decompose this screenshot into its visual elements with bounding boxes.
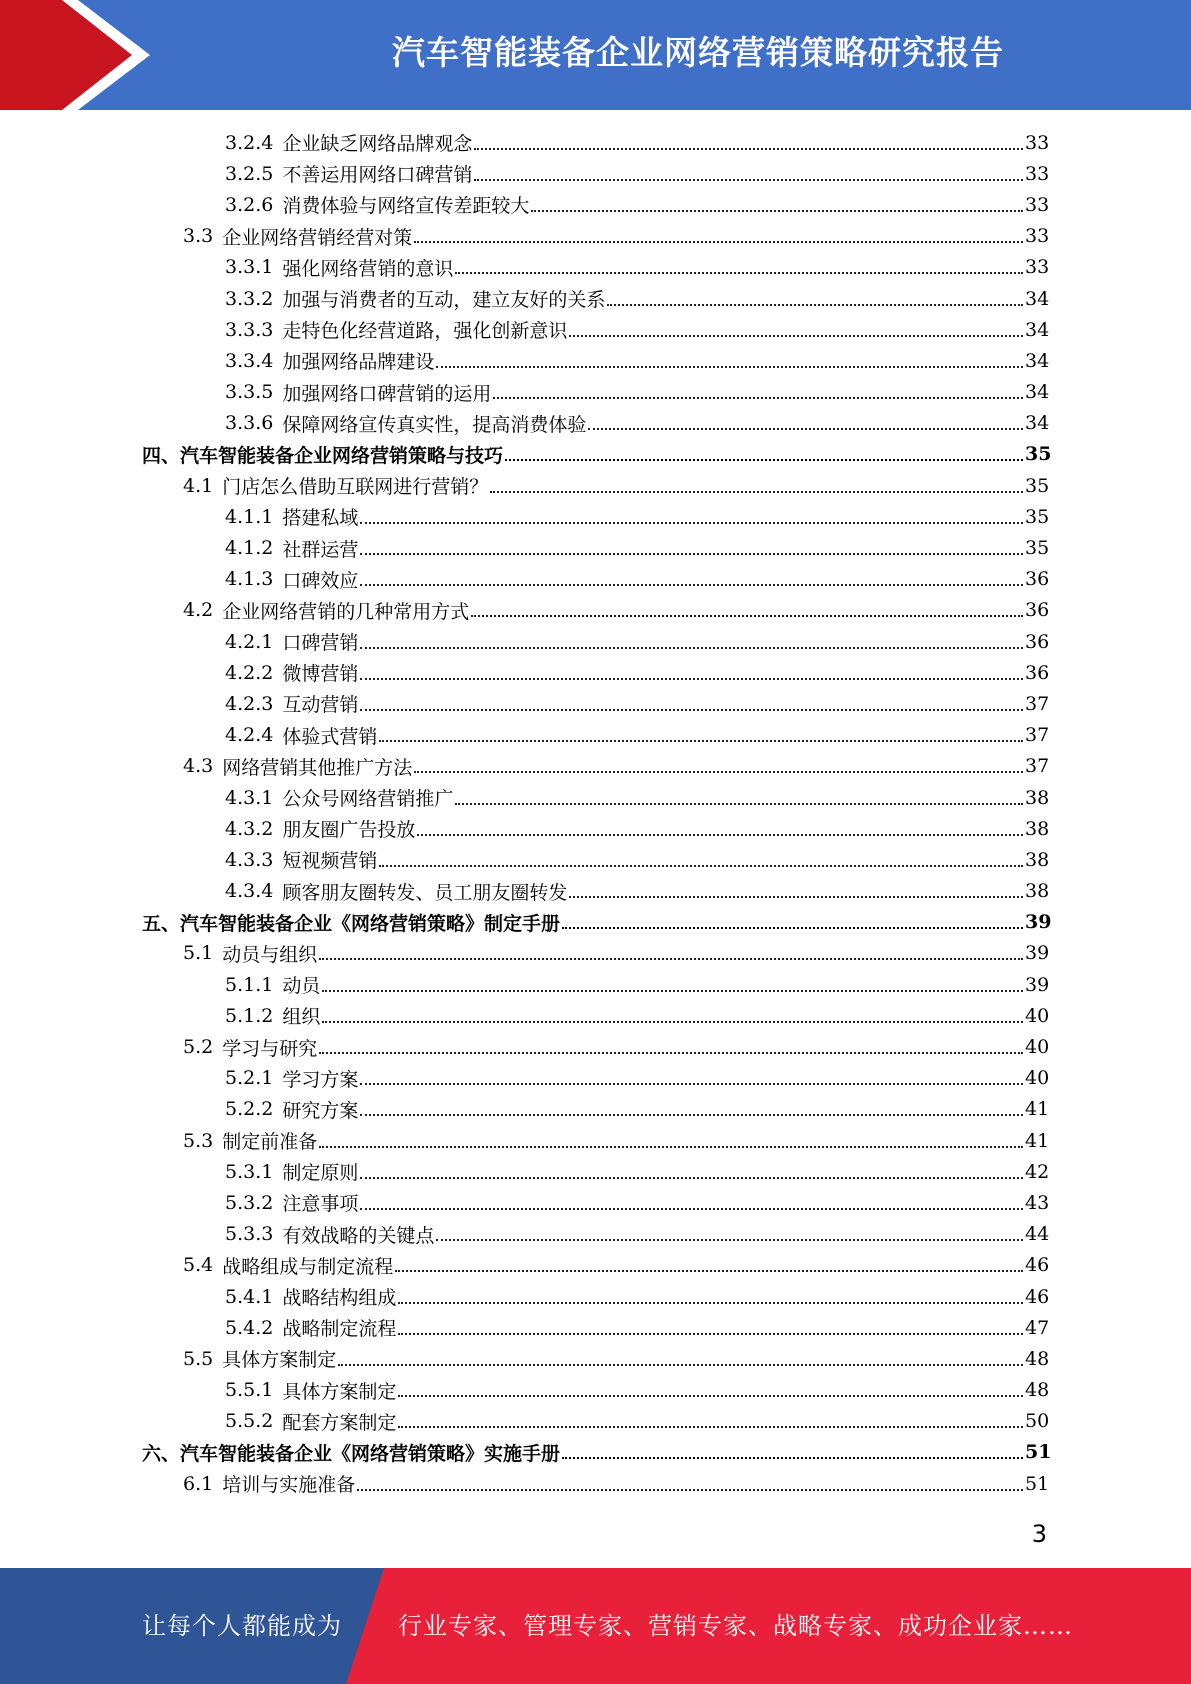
toc-entry-title: 社群运营: [282, 538, 359, 561]
toc-entry-page: 40: [1025, 1067, 1050, 1090]
toc-entry-title: 汽车智能装备企业《网络营销策略》制定手册: [180, 912, 561, 935]
toc-entry-title: 汽车智能装备企业《网络营销策略》实施手册: [180, 1442, 561, 1465]
toc-entry-number: 4.1: [183, 474, 214, 497]
toc-entry[interactable]: [0, 720, 1191, 751]
red-arrow-decoration: [0, 0, 160, 110]
toc-entry-page: 42: [1025, 1160, 1050, 1183]
toc-entry-number: 4.3.1: [225, 786, 274, 809]
toc-entry-page: 34: [1025, 412, 1050, 435]
toc-dot-leader: [455, 803, 1023, 805]
toc-entry-page: 36: [1025, 661, 1050, 684]
header-banner: [0, 0, 1191, 110]
toc-entry-number: 4.2.1: [225, 630, 274, 653]
toc-entry-title: 互动营销: [282, 694, 359, 717]
toc-dot-leader: [322, 990, 1023, 992]
toc-entry-number: 3.3.4: [225, 349, 274, 372]
toc-entry-page: 33: [1025, 256, 1050, 279]
toc-dot-leader: [360, 1083, 1023, 1085]
toc-entry[interactable]: [0, 1063, 1191, 1094]
toc-entry[interactable]: [0, 1343, 1191, 1374]
toc-entry[interactable]: [0, 221, 1191, 252]
toc-entry[interactable]: [0, 1312, 1191, 1343]
toc-entry-page: 35: [1025, 443, 1052, 466]
toc-entry-number: 4.3.3: [225, 848, 274, 871]
toc-entry[interactable]: [0, 1468, 1191, 1499]
toc-entry[interactable]: [0, 1375, 1191, 1406]
toc-entry-page: 48: [1025, 1379, 1050, 1402]
toc-entry[interactable]: [0, 127, 1191, 158]
toc-dot-leader: [398, 1333, 1023, 1335]
toc-entry[interactable]: [0, 657, 1191, 688]
toc-entry-page: 39: [1025, 973, 1050, 996]
footer-banner: [0, 1568, 1191, 1684]
toc-entry-number: 5.3: [183, 1129, 214, 1152]
toc-dot-leader: [569, 335, 1023, 337]
toc-entry-title: 制定原则: [282, 1162, 359, 1185]
page-number: 3: [1031, 1520, 1047, 1548]
toc-dot-leader: [360, 1114, 1023, 1116]
toc-entry[interactable]: [0, 1000, 1191, 1031]
toc-entry-number: 5.3.2: [225, 1191, 274, 1214]
toc-entry-page: 39: [1025, 911, 1052, 934]
toc-entry-page: 33: [1025, 162, 1050, 185]
toc-entry[interactable]: [0, 844, 1191, 875]
toc-entry-title: 加强网络品牌建设: [282, 351, 435, 374]
toc-entry-number: 5.5.1: [225, 1379, 274, 1402]
toc-dot-leader: [395, 1270, 1023, 1272]
toc-entry-page: 37: [1025, 755, 1050, 778]
toc-entry-number: 4.1.3: [225, 568, 274, 591]
toc-entry-page: 36: [1025, 630, 1050, 653]
toc-entry-title: 企业网络营销经营对策: [222, 226, 413, 249]
toc-entry-title: 研究方案: [282, 1099, 359, 1122]
toc-entry[interactable]: [0, 1437, 1191, 1468]
toc-entry-number: 4.3.2: [225, 817, 274, 840]
toc-entry-title: 战略制定流程: [282, 1318, 397, 1341]
toc-dot-leader: [562, 1457, 1023, 1459]
footer-slogan: 让每个人都能成为: [142, 1612, 342, 1640]
toc-entry-number: 六、: [142, 1442, 181, 1465]
toc-dot-leader: [338, 1364, 1023, 1366]
toc-entry[interactable]: [0, 1156, 1191, 1187]
toc-entry-title: 体验式营销: [282, 725, 378, 748]
toc-entry-page: 38: [1025, 817, 1050, 840]
toc-entry-page: 44: [1025, 1223, 1050, 1246]
toc-entry-page: 37: [1025, 724, 1050, 747]
toc-entry-number: 五、: [142, 912, 181, 935]
toc-entry-number: 4.3: [183, 755, 214, 778]
toc-entry-title: 加强网络口碑营销的运用: [282, 382, 492, 405]
toc-dot-leader: [562, 927, 1023, 929]
toc-entry-number: 5.2.2: [225, 1098, 274, 1121]
toc-dot-leader: [360, 647, 1023, 649]
table-of-contents: [0, 127, 1191, 1499]
toc-entry-title: 口碑营销: [282, 632, 359, 655]
toc-dot-leader: [357, 1489, 1023, 1491]
toc-entry-title: 具体方案制定: [282, 1380, 397, 1403]
toc-entry-title: 微博营销: [282, 663, 359, 686]
toc-entry[interactable]: [0, 1219, 1191, 1250]
toc-entry-page: 34: [1025, 318, 1050, 341]
toc-entry-number: 3.3.5: [225, 381, 274, 404]
toc-dot-leader: [360, 1208, 1023, 1210]
toc-entry[interactable]: [0, 470, 1191, 501]
toc-entry-number: 6.1: [183, 1472, 214, 1495]
toc-dot-leader: [471, 615, 1023, 617]
toc-entry-number: 3.2.5: [225, 162, 274, 185]
toc-entry[interactable]: [0, 688, 1191, 719]
toc-entry-number: 4.3.4: [225, 880, 274, 903]
toc-entry-page: 36: [1025, 599, 1050, 622]
toc-entry-title: 搭建私域: [282, 507, 359, 530]
toc-entry-number: 5.3.1: [225, 1160, 274, 1183]
toc-dot-leader: [417, 834, 1023, 836]
toc-entry-number: 3.3.6: [225, 412, 274, 435]
toc-entry-number: 3.3: [183, 225, 214, 248]
toc-dot-leader: [319, 958, 1023, 960]
toc-entry-title: 走特色化经营道路，强化创新意识: [282, 320, 568, 343]
toc-dot-leader: [474, 179, 1023, 181]
toc-entry-title: 学习与研究: [222, 1037, 318, 1060]
toc-dot-leader: [379, 865, 1023, 867]
toc-entry-page: 41: [1025, 1129, 1050, 1152]
toc-entry[interactable]: [0, 751, 1191, 782]
toc-entry-title: 口碑效应: [282, 569, 359, 592]
toc-dot-leader: [398, 1302, 1023, 1304]
toc-dot-leader: [436, 366, 1023, 368]
toc-dot-leader: [531, 210, 1023, 212]
toc-entry-number: 5.4.2: [225, 1316, 274, 1339]
toc-entry[interactable]: [0, 252, 1191, 283]
toc-entry[interactable]: [0, 158, 1191, 189]
toc-entry[interactable]: [0, 1187, 1191, 1218]
toc-entry-number: 5.4.1: [225, 1285, 274, 1308]
toc-entry-title: 强化网络营销的意识: [282, 257, 454, 280]
toc-entry-title: 注意事项: [282, 1193, 359, 1216]
toc-entry-number: 4.1.2: [225, 537, 274, 560]
toc-dot-leader: [474, 148, 1023, 150]
toc-entry[interactable]: [0, 314, 1191, 345]
toc-entry-number: 3.2.4: [225, 131, 274, 154]
toc-dot-leader: [319, 1146, 1023, 1148]
toc-dot-leader: [436, 1239, 1023, 1241]
toc-entry-title: 朋友圈广告投放: [282, 819, 416, 842]
toc-entry-title: 具体方案制定: [222, 1349, 337, 1372]
toc-entry-page: 51: [1025, 1441, 1052, 1464]
toc-entry[interactable]: [0, 283, 1191, 314]
toc-dot-leader: [360, 584, 1023, 586]
toc-entry-title: 培训与实施准备: [222, 1474, 356, 1497]
toc-dot-leader: [398, 1426, 1023, 1428]
toc-entry-number: 4.2.2: [225, 661, 274, 684]
toc-entry-title: 公众号网络营销推广: [282, 788, 454, 811]
toc-entry[interactable]: [0, 345, 1191, 376]
toc-dot-leader: [455, 272, 1023, 274]
footer-expert-list: 行业专家、管理专家、营销专家、战略专家、成功企业家……: [398, 1612, 1073, 1640]
toc-dot-leader: [588, 428, 1023, 430]
toc-entry-number: 3.2.6: [225, 193, 274, 216]
toc-entry-page: 51: [1025, 1472, 1050, 1495]
toc-entry-title: 保障网络宣传真实性，提高消费体验: [282, 413, 587, 436]
toc-dot-leader: [360, 709, 1023, 711]
toc-entry-number: 5.1: [183, 942, 214, 965]
toc-entry-title: 门店怎么借助互联网进行营销？: [222, 476, 489, 499]
toc-entry-page: 37: [1025, 692, 1050, 715]
toc-entry[interactable]: [0, 377, 1191, 408]
toc-entry[interactable]: [0, 969, 1191, 1000]
toc-entry-page: 36: [1025, 568, 1050, 591]
toc-entry-number: 3.3.1: [225, 256, 274, 279]
toc-entry-page: 38: [1025, 786, 1050, 809]
toc-entry[interactable]: [0, 595, 1191, 626]
toc-dot-leader: [414, 771, 1023, 773]
toc-entry-page: 33: [1025, 225, 1050, 248]
toc-entry-page: 34: [1025, 381, 1050, 404]
toc-entry-number: 四、: [142, 444, 181, 467]
toc-entry-page: 50: [1025, 1410, 1050, 1433]
toc-entry-page: 46: [1025, 1254, 1050, 1277]
toc-entry-title: 战略结构组成: [282, 1287, 397, 1310]
toc-dot-leader: [379, 740, 1023, 742]
toc-dot-leader: [319, 1052, 1023, 1054]
toc-dot-leader: [493, 397, 1023, 399]
toc-entry[interactable]: [0, 501, 1191, 532]
toc-entry[interactable]: [0, 1125, 1191, 1156]
toc-entry-page: 40: [1025, 1004, 1050, 1027]
toc-entry[interactable]: [0, 907, 1191, 938]
toc-entry[interactable]: [0, 1031, 1191, 1062]
toc-entry-title: 不善运用网络口碑营销: [282, 164, 473, 187]
toc-entry-title: 有效战略的关键点: [282, 1224, 435, 1247]
toc-entry-number: 5.1.2: [225, 1004, 274, 1027]
toc-entry-title: 短视频营销: [282, 850, 378, 873]
toc-entry-page: 34: [1025, 349, 1050, 372]
toc-dot-leader: [360, 1177, 1023, 1179]
toc-entry-page: 39: [1025, 942, 1050, 965]
toc-entry[interactable]: [0, 813, 1191, 844]
toc-entry-number: 4.2.3: [225, 692, 274, 715]
toc-entry-page: 43: [1025, 1191, 1050, 1214]
toc-entry[interactable]: [0, 1406, 1191, 1437]
toc-entry-title: 顾客朋友圈转发、员工朋友圈转发: [282, 881, 568, 904]
toc-entry-title: 企业缺乏网络品牌观念: [282, 133, 473, 156]
toc-entry[interactable]: [0, 876, 1191, 907]
toc-dot-leader: [398, 1395, 1023, 1397]
toc-entry-page: 48: [1025, 1347, 1050, 1370]
toc-dot-leader: [505, 459, 1023, 461]
toc-entry-number: 5.5.2: [225, 1410, 274, 1433]
toc-entry[interactable]: [0, 938, 1191, 969]
toc-entry[interactable]: [0, 1250, 1191, 1281]
toc-entry-title: 网络营销其他推广方法: [222, 756, 413, 779]
toc-entry-page: 47: [1025, 1316, 1050, 1339]
toc-dot-leader: [360, 678, 1023, 680]
toc-entry-page: 35: [1025, 474, 1050, 497]
toc-dot-leader: [607, 304, 1023, 306]
toc-entry-title: 汽车智能装备企业网络营销策略与技巧: [180, 444, 504, 467]
toc-entry-page: 46: [1025, 1285, 1050, 1308]
toc-entry-number: 3.3.2: [225, 287, 274, 310]
toc-dot-leader: [414, 241, 1023, 243]
toc-entry-title: 战略组成与制定流程: [222, 1255, 394, 1278]
toc-entry-title: 加强与消费者的互动，建立友好的关系: [282, 289, 606, 312]
toc-entry-title: 配套方案制定: [282, 1411, 397, 1434]
toc-entry-number: 5.4: [183, 1254, 214, 1277]
toc-dot-leader: [360, 522, 1023, 524]
toc-dot-leader: [360, 553, 1023, 555]
toc-entry-page: 41: [1025, 1098, 1050, 1121]
toc-entry-title: 组织: [282, 1006, 321, 1029]
toc-entry[interactable]: [0, 564, 1191, 595]
toc-entry-page: 38: [1025, 880, 1050, 903]
toc-entry-number: 5.2.1: [225, 1067, 274, 1090]
toc-dot-leader: [569, 896, 1023, 898]
toc-entry-page: 33: [1025, 131, 1050, 154]
toc-dot-leader: [322, 1021, 1023, 1023]
toc-entry-page: 34: [1025, 287, 1050, 310]
toc-entry-number: 4.1.1: [225, 505, 274, 528]
toc-entry[interactable]: [0, 1094, 1191, 1125]
report-title: 汽车智能装备企业网络营销策略研究报告: [392, 33, 1004, 72]
toc-entry-number: 4.2: [183, 599, 214, 622]
toc-entry-number: 4.2.4: [225, 724, 274, 747]
toc-entry[interactable]: [0, 408, 1191, 439]
toc-entry[interactable]: [0, 626, 1191, 657]
toc-entry-number: 3.3.3: [225, 318, 274, 341]
toc-entry-title: 消费体验与网络宣传差距较大: [282, 195, 530, 218]
toc-entry-number: 5.1.1: [225, 973, 274, 996]
toc-entry-title: 动员与组织: [222, 943, 318, 966]
toc-entry-page: 38: [1025, 848, 1050, 871]
toc-entry-number: 5.3.3: [225, 1223, 274, 1246]
toc-entry-number: 5.2: [183, 1036, 214, 1059]
toc-dot-leader: [490, 491, 1023, 493]
toc-entry[interactable]: [0, 782, 1191, 813]
toc-entry[interactable]: [0, 532, 1191, 563]
toc-entry-page: 33: [1025, 193, 1050, 216]
toc-entry[interactable]: [0, 439, 1191, 470]
toc-entry[interactable]: [0, 189, 1191, 220]
toc-entry-title: 制定前准备: [222, 1131, 318, 1154]
toc-entry[interactable]: [0, 1281, 1191, 1312]
toc-entry-page: 35: [1025, 505, 1050, 528]
toc-entry-title: 动员: [282, 975, 321, 998]
toc-entry-title: 学习方案: [282, 1068, 359, 1091]
toc-entry-number: 5.5: [183, 1347, 214, 1370]
toc-entry-page: 35: [1025, 537, 1050, 560]
toc-entry-page: 40: [1025, 1036, 1050, 1059]
toc-entry-title: 企业网络营销的几种常用方式: [222, 600, 470, 623]
